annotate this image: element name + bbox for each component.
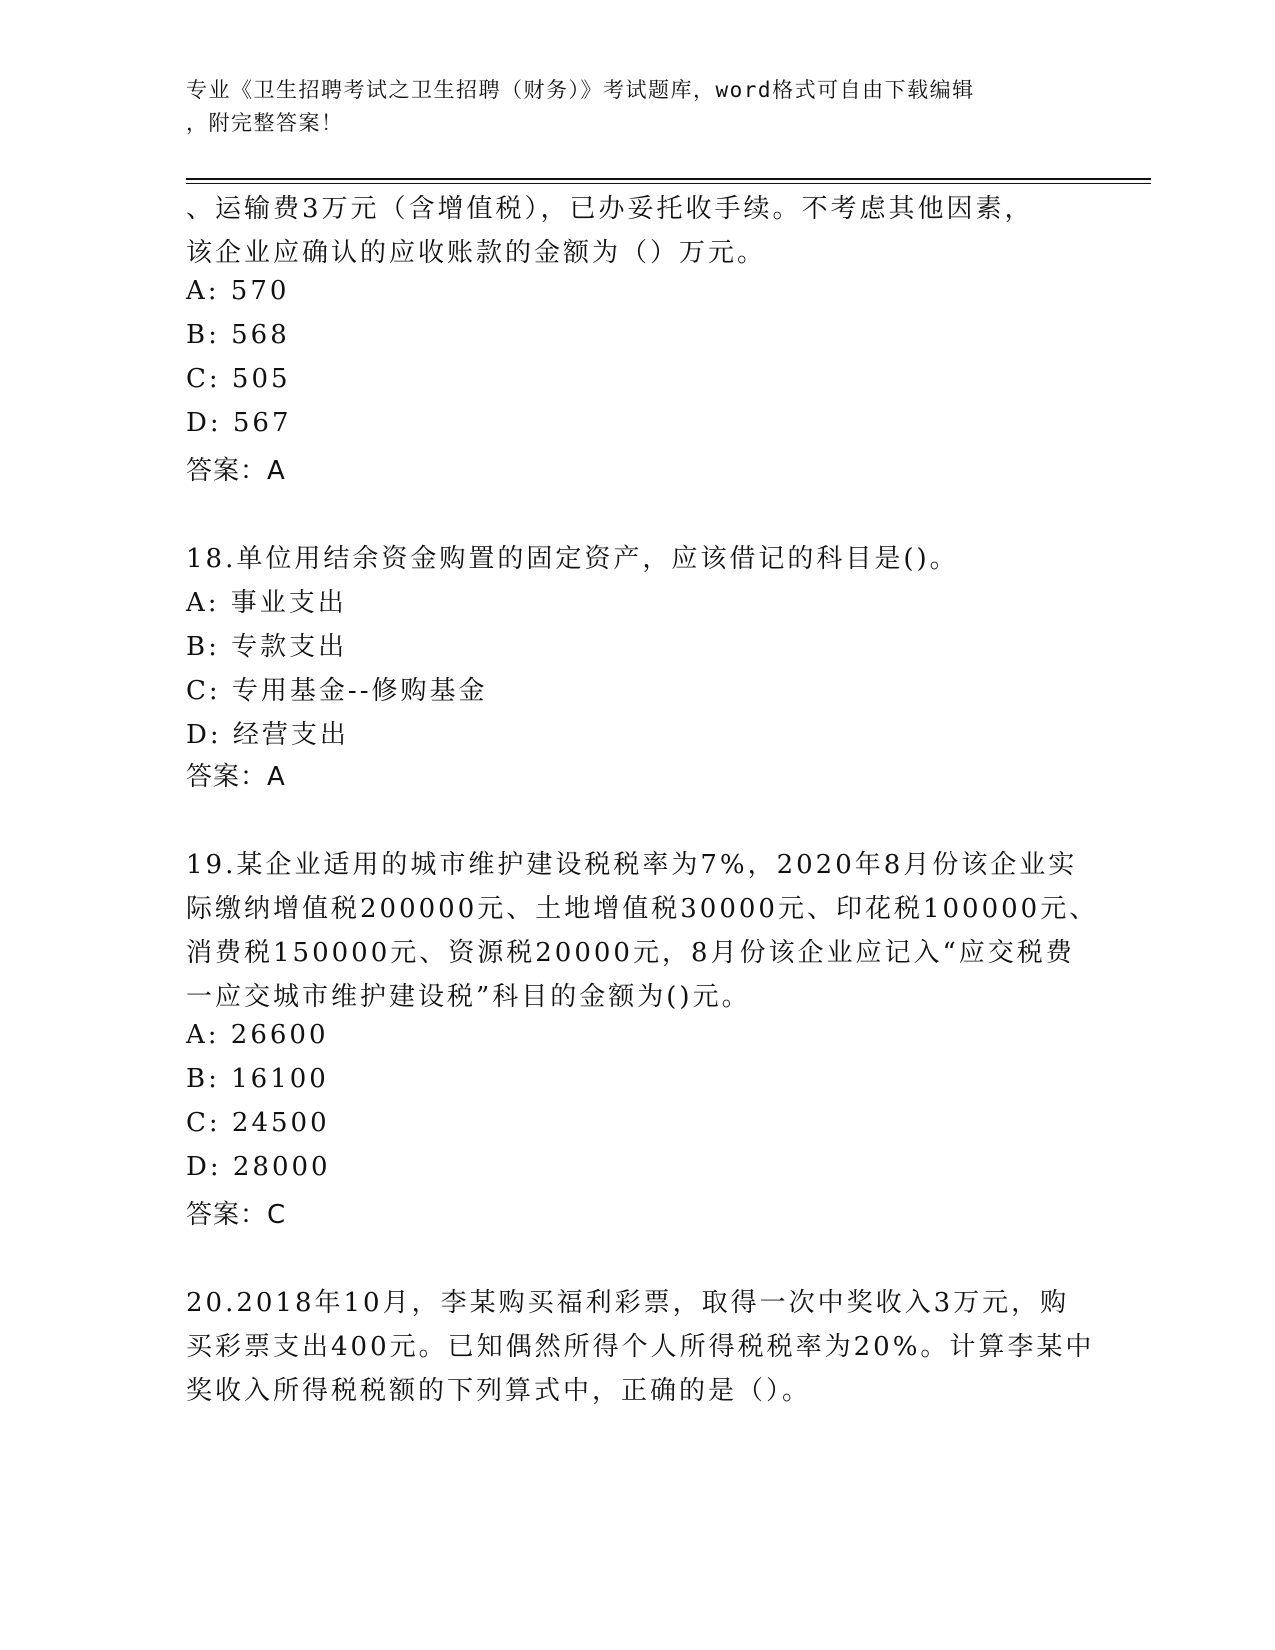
- q18-option-b: B: 专款支出: [186, 632, 348, 662]
- header-rule-thin: [186, 183, 1151, 184]
- q19-answer: 答案：C: [186, 1200, 287, 1230]
- q17-option-c: C: 505: [186, 364, 291, 394]
- q18-option-d: D: 经营支出: [186, 720, 349, 750]
- q19-option-d: D: 28000: [186, 1152, 331, 1182]
- q17-answer: 答案：A: [186, 456, 286, 486]
- q19-option-b: B: 16100: [186, 1064, 329, 1094]
- q18-option-a: A: 事业支出: [186, 588, 347, 618]
- header-line-2: ，附完整答案！: [186, 111, 344, 135]
- q19-stem-line-3: 消费税150000元、资源税20000元，8月份该企业应记入“应交税费: [186, 938, 1075, 968]
- q19-stem-line-1: 19.某企业适用的城市维护建设税税率为7%，2020年8月份该企业实: [186, 850, 1078, 880]
- q17-stem-line-2: 该企业应确认的应收账款的金额为（）万元。: [186, 238, 767, 268]
- q19-option-a: A: 26600: [186, 1020, 329, 1050]
- q17-option-d: D: 567: [186, 408, 292, 438]
- header-line-1: 专业《卫生招聘考试之卫生招聘（财务）》考试题库，word格式可自由下载编辑: [186, 78, 975, 102]
- q19-stem-line-2: 际缴纳增值税200000元、土地增值税30000元、印花税100000元、: [186, 894, 1099, 924]
- q19-stem-line-4: 一应交城市维护建设税”科目的金额为()元。: [186, 982, 751, 1012]
- header-rule-thick: [186, 178, 1151, 180]
- q20-stem-line-3: 奖收入所得税税额的下列算式中，正确的是（）。: [186, 1376, 812, 1406]
- q17-option-a: A: 570: [186, 276, 290, 306]
- q17-option-b: B: 568: [186, 320, 290, 350]
- q19-option-c: C: 24500: [186, 1108, 330, 1138]
- q20-stem-line-1: 20.2018年10月，李某购买福利彩票，取得一次中奖收入3万元，购: [186, 1288, 1070, 1318]
- document-header: [186, 74, 1066, 140]
- q18-stem-line-1: 18.单位用结余资金购置的固定资产，应该借记的科目是()。: [186, 544, 959, 574]
- q17-stem-line-1: 、运输费3万元（含增值税），已办妥托收手续。不考虑其他因素，: [186, 194, 1034, 224]
- q18-answer: 答案：A: [186, 762, 286, 792]
- q20-stem-line-2: 买彩票支出400元。已知偶然所得个人所得税税率为20%。计算李某中: [186, 1332, 1095, 1362]
- q18-option-c: C: 专用基金--修购基金: [186, 676, 488, 706]
